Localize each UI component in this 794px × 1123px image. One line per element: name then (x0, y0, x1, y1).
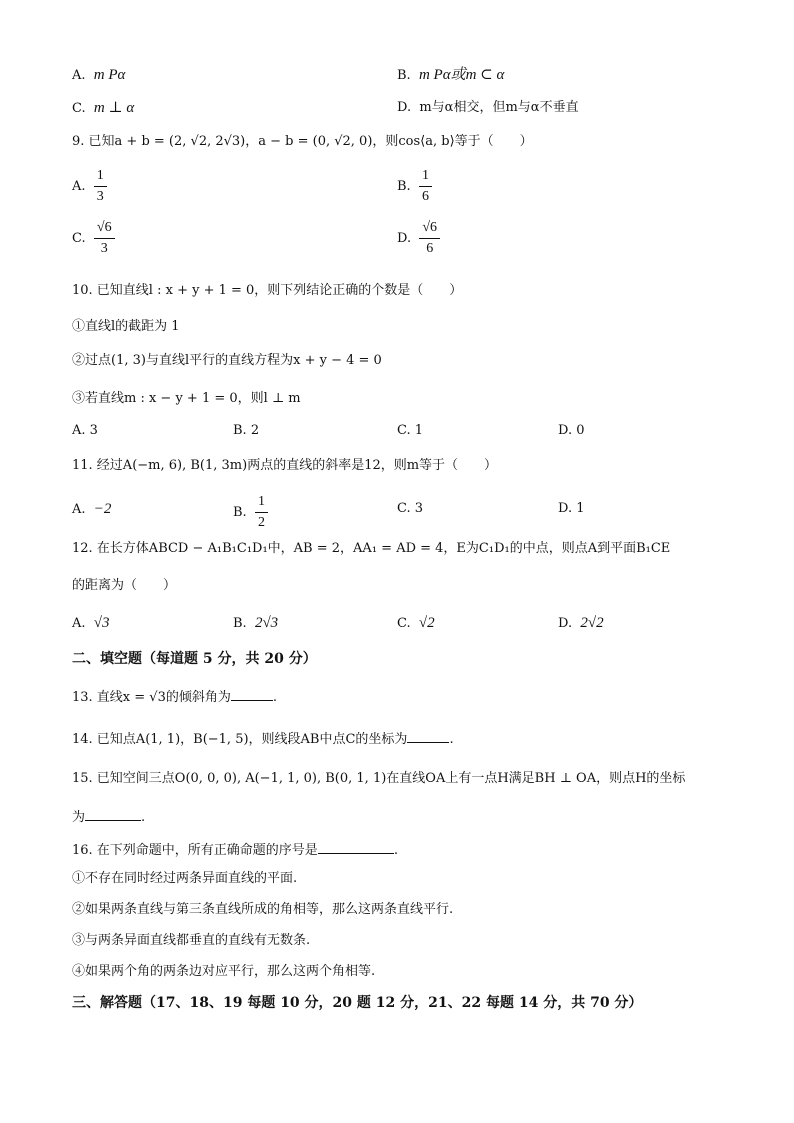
q16-end: . (393, 843, 398, 858)
option-label: B. (233, 616, 247, 631)
option-expr: m与α相交，但m与α不垂直 (419, 100, 579, 115)
q14-line (72, 728, 454, 749)
denominator: 6 (421, 189, 429, 204)
fraction (419, 218, 440, 259)
q9-option-d (397, 218, 440, 259)
option-expr: m Pα (93, 67, 126, 83)
q13-stem: 13. 直线x = √3的倾斜角为 (72, 690, 231, 705)
q9-stem: 9. 已知a + b = (2, √2, 2√3)，a − b = (0, √2, 0)，则cos⟨a, b⟩等于（ ） (72, 134, 533, 149)
q15-line-2 (72, 806, 145, 827)
q10-statement-3: ③若直线m : x − y + 1 = 0，则l ⊥ m (72, 391, 301, 406)
q12-option-a (72, 614, 110, 633)
answer-blank[interactable] (407, 728, 449, 743)
denominator: 6 (426, 241, 434, 256)
fraction (94, 166, 107, 207)
section-heading-solutions: 三、解答题（17、18、19 每题 10 分，20 题 12 分，21、22 每题 14 分，共 70 分） (72, 995, 643, 1011)
denominator: 3 (100, 241, 108, 256)
option-label: B. (233, 505, 247, 520)
option-label: D. (397, 231, 412, 246)
option-expr: m ⊥ α (93, 100, 135, 116)
q16-statement-3: ③与两条异面直线都垂直的直线有无数条. (72, 933, 311, 948)
q12-option-c (397, 614, 435, 633)
option-expr: m Pα或m ⊂ α (418, 67, 505, 83)
denominator: 2 (257, 515, 265, 530)
q12-stem-line-2: 的距离为（ ） (72, 578, 177, 593)
q10-option-d: D. 0 (558, 423, 585, 438)
q11-option-a (72, 500, 111, 519)
q8-option-a (72, 66, 125, 85)
answer-blank[interactable] (85, 806, 141, 821)
q14-end: . (449, 732, 454, 747)
q8-option-d (397, 99, 579, 117)
option-expr: 2√3 (254, 615, 279, 631)
option-label: C. (72, 101, 86, 116)
q8-option-b (397, 66, 504, 85)
q9-option-b (397, 166, 432, 207)
fraction (94, 218, 115, 259)
answer-blank[interactable] (318, 839, 394, 854)
q10-statement-2: ②过点(1, 3)与直线l平行的直线方程为x + y − 4 = 0 (72, 353, 382, 368)
q10-option-a: A. 3 (72, 423, 98, 438)
q11-option-c: C. 3 (397, 501, 424, 516)
option-label: A. (72, 179, 86, 194)
q16-line (72, 839, 398, 860)
option-label: B. (397, 68, 411, 83)
q16-statement-4: ④如果两个角的两条边对应平行，那么这两个角相等. (72, 964, 376, 979)
fraction (419, 166, 432, 207)
q11-option-b (233, 492, 268, 533)
numerator: √6 (94, 218, 115, 239)
option-label: D. (397, 100, 412, 115)
numerator: 1 (94, 166, 107, 187)
q13-line (72, 686, 277, 707)
q12-option-d (558, 614, 604, 633)
q16-statement-2: ②如果两条直线与第三条直线所成的角相等，那么这两条直线平行. (72, 902, 454, 917)
section-heading-fill-in: 二、填空题（每道题 5 分，共 20 分） (72, 651, 317, 667)
option-label: A. (72, 502, 86, 517)
q13-end: . (272, 690, 277, 705)
option-expr: −2 (93, 501, 112, 517)
q12-option-b (233, 614, 278, 633)
option-label: B. (397, 179, 411, 194)
q11-stem: 11. 经过A(−m, 6), B(1, 3m)两点的直线的斜率是12，则m等于（ ） (72, 458, 498, 473)
option-label: A. (72, 68, 86, 83)
numerator: √6 (419, 218, 440, 239)
answer-blank[interactable] (231, 686, 273, 701)
q15-stem-line-1: 15. 已知空间三点O(0, 0, 0), A(−1, 1, 0), B(0, 1, 1)在直线OA上有一点H满足BH ⊥ OA，则点H的坐标 (72, 771, 686, 786)
q12-stem-line-1: 12. 在长方体ABCD − A₁B₁C₁D₁中，AB = 2，AA₁ = AD = 4，E为C₁D₁的中点，则点A到平面B₁CE (72, 541, 671, 556)
option-expr: √2 (418, 615, 435, 631)
q16-stem: 16. 在下列命题中，所有正确命题的序号是 (72, 843, 318, 858)
fraction (255, 492, 268, 533)
numerator: 1 (255, 492, 268, 513)
q10-option-b: B. 2 (233, 423, 260, 438)
option-expr: √3 (93, 615, 110, 631)
q11-option-d: D. 1 (558, 501, 585, 516)
q15-end: . (141, 810, 146, 825)
option-label: C. (72, 231, 86, 246)
numerator: 1 (419, 166, 432, 187)
option-label: C. (397, 616, 411, 631)
q14-stem: 14. 已知点A(1, 1)，B(−1, 5)，则线段AB中点C的坐标为 (72, 732, 408, 747)
q9-option-a (72, 166, 107, 207)
q9-option-c (72, 218, 115, 259)
q8-option-c (72, 99, 134, 118)
denominator: 3 (96, 189, 104, 204)
option-expr: 2√2 (580, 615, 604, 631)
q10-option-c: C. 1 (397, 423, 424, 438)
q16-statement-1: ①不存在同时经过两条异面直线的平面. (72, 871, 298, 886)
option-label: A. (72, 616, 86, 631)
q15-stem-2: 为 (72, 810, 86, 825)
q10-statement-1: ①直线l的截距为 1 (72, 319, 180, 334)
q10-stem: 10. 已知直线l : x + y + 1 = 0，则下列结论正确的个数是（ ） (72, 283, 463, 298)
option-label: D. (558, 616, 573, 631)
